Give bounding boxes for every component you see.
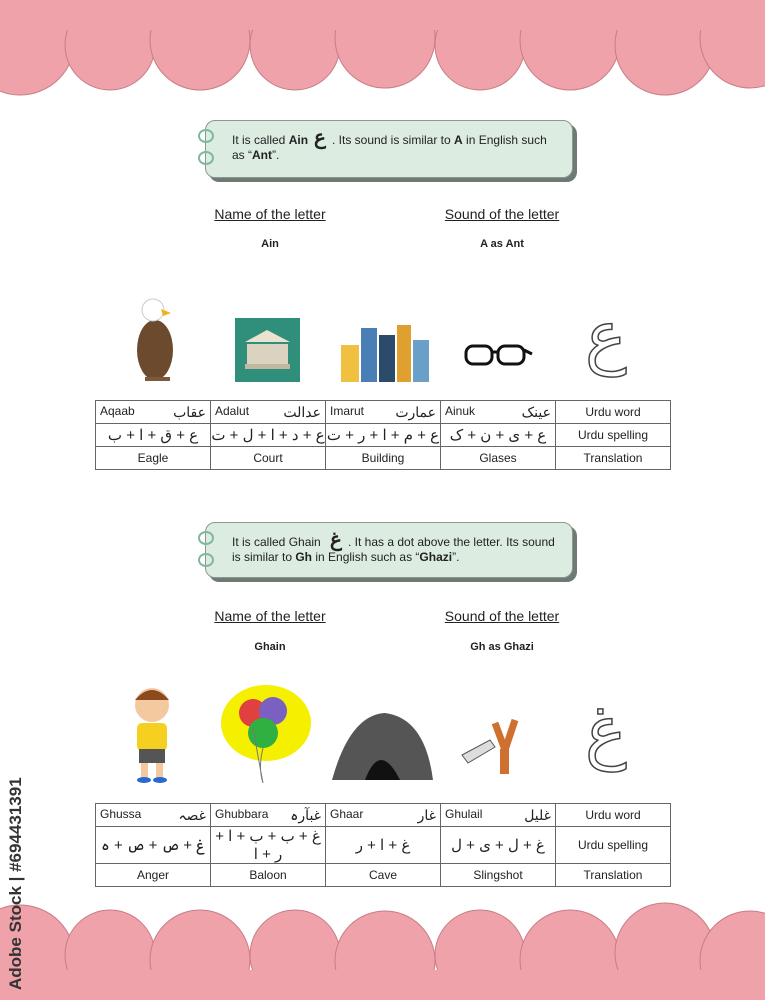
callout-text: in English such as “ [232,133,547,162]
row-label: Translation [556,447,671,470]
letter-name: Ain [288,133,309,147]
letter-glyph: غ [330,529,342,551]
word-cell [326,401,441,424]
urdu-word: عدالت [283,403,321,420]
callout-text: It is called [232,133,289,147]
top-cloud-border [0,0,765,100]
roman-word: Ainuk [445,403,476,418]
callout-ghain [205,522,573,578]
sound-value: Gh as Ghazi [470,641,534,653]
roman-word: Ghubbara [215,806,269,821]
table-row [96,864,671,887]
row-label: Translation [556,864,671,887]
urdu-word: غصہ [178,806,206,823]
eagle-image [125,295,185,385]
letter-name-value: Ghain [254,641,286,653]
translation-cell: Anger [96,864,211,887]
trace-letter-ghain: غ [585,692,627,770]
translation-cell: Glases [441,447,556,470]
roman-word: Ghulail [445,806,483,821]
words-table-ghain [95,803,671,887]
roman-word: Aqaab [100,403,135,418]
table-row [96,827,671,864]
callout-text: . It has a dot above the letter. Its sound is similar to [232,535,555,564]
table-row [96,424,671,447]
roman-word: Imarut [330,403,365,418]
bottom-cloud-border [0,895,765,1000]
roman-word: Adalut [215,403,250,418]
word-cell [441,804,556,827]
cave-image [330,710,435,782]
name-heading: Name of the letter [214,206,326,222]
row-label: Urdu word [556,401,671,424]
sound-value: A as Ant [480,238,524,250]
spiral-icon [198,553,214,567]
row-label: Urdu spelling [556,424,671,447]
words-table-ain [95,400,671,470]
callout-text: . Its sound is similar to [331,133,455,147]
spelling-cell: غ + ب + ب + ا + ر + ا [211,827,326,864]
balloon-image [218,683,313,788]
word-cell [441,401,556,424]
spelling-cell: ع + م + ا + ر + ت [326,424,441,447]
row-label: Urdu spelling [556,827,671,864]
callout-text: It is called Ghain [232,535,325,549]
word-cell [326,804,441,827]
name-heading: Name of the letter [214,608,326,624]
watermark: Adobe Stock | #694431391 [6,777,25,990]
translation-cell: Court [211,447,326,470]
sound-heading: Sound of the letter [444,608,560,624]
sound-heading: Sound of the letter [444,206,560,222]
urdu-word: غار [417,806,436,823]
translation-cell: Baloon [211,864,326,887]
table-row [96,804,671,827]
sound: A [454,133,463,147]
court-image [235,318,300,382]
roman-word: Ghaar [330,806,364,821]
word-cell [96,401,211,424]
roman-word: Ghussa [100,806,142,821]
urdu-word: عقاب [173,403,206,420]
callout-text: ”. [272,148,280,162]
spelling-cell: غ + ا + ر [326,827,441,864]
spelling-cell: ع + ق + ا + ب [96,424,211,447]
example: Ant [252,148,273,162]
boy-image [122,685,182,785]
building-image [336,320,431,382]
table-row [96,447,671,470]
spiral-icon [198,151,214,165]
table-row [96,401,671,424]
glasses-image [463,340,533,370]
translation-cell: Eagle [96,447,211,470]
word-cell [211,804,326,827]
callout-ain [205,120,573,178]
example: Ghazi [419,550,453,564]
spelling-cell: ع + د + ا + ل + ت [211,424,326,447]
slingshot-image [460,715,535,775]
letter-name-value: Ain [261,238,279,250]
word-cell [211,401,326,424]
callout-text: ”. [452,550,460,564]
word-cell [96,804,211,827]
sound: Gh [295,550,313,564]
urdu-word: عمارت [395,403,436,420]
spelling-cell: ع + ی + ن + ک [441,424,556,447]
translation-cell: Building [326,447,441,470]
callout-text: in English such as “ [312,550,420,564]
urdu-word: عینک [521,403,551,420]
spiral-icon [198,129,214,143]
translation-cell: Slingshot [441,864,556,887]
row-label: Urdu word [556,804,671,827]
spiral-icon [198,531,214,545]
urdu-word: غبآرہ [290,806,321,823]
translation-cell: Cave [326,864,441,887]
trace-letter-ain: ع [585,297,627,375]
spelling-cell: غ + ل + ی + ل [441,827,556,864]
spelling-cell: غ + ص + ص + ہ [96,827,211,864]
urdu-word: غلیل [524,806,551,823]
letter-glyph: ع [314,127,326,149]
